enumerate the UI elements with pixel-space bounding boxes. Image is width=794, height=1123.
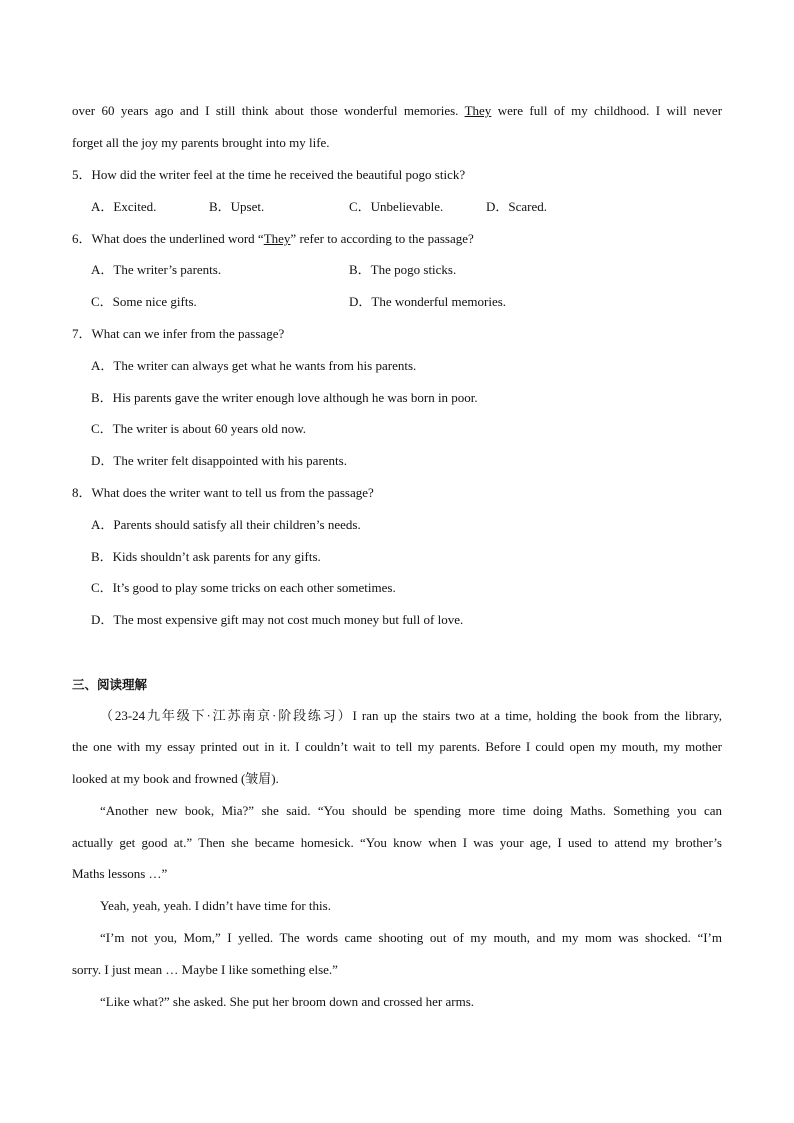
- q7-option-d: D．The writer felt disappointed with his parents.: [91, 453, 347, 468]
- source-tag: （23-24九年级下·江苏南京·阶段练习）: [100, 708, 353, 723]
- q8-option-a: A．Parents should satisfy all their children’s needs.: [91, 517, 361, 532]
- q5-option-c: C．Unbelievable.: [349, 199, 444, 214]
- q5-option-d: D．Scared.: [486, 199, 548, 214]
- passage-line: the one with my essay printed out in it. I couldn’t wait to tell my parents. Before I could open my mouth, my mother: [72, 739, 722, 754]
- passage-text: were full of my childhood. I will never: [497, 103, 723, 118]
- passage-line: “Like what?” she asked. She put her broom down and crossed her arms.: [100, 994, 474, 1009]
- q8-option-d: D．The most expensive gift may not cost much money but full of love.: [91, 612, 464, 627]
- q6-option-a: A．The writer’s parents.: [91, 262, 222, 277]
- question-6-stem: 6．What does the underlined word “They” refer to according to the passage?: [72, 231, 474, 246]
- q7-option-b: B．His parents gave the writer enough love although he was born in poor.: [91, 390, 478, 405]
- passage-line: looked at my book and frowned (皱眉).: [72, 771, 279, 786]
- passage-line: actually get good at.” Then she became homesick. “You know when I was your age, I used to attend my brother’s: [72, 835, 722, 850]
- q6-option-c: C．Some nice gifts.: [91, 294, 197, 309]
- question-5-stem: 5．How did the writer feel at the time he received the beautiful pogo stick?: [72, 167, 466, 182]
- q8-option-b: B．Kids shouldn’t ask parents for any gifts.: [91, 549, 321, 564]
- question-7-stem: 7．What can we infer from the passage?: [72, 326, 285, 341]
- passage-line: “I’m not you, Mom,” I yelled. The words came shooting out of my mouth, and my mom was shocked. “I’m: [100, 930, 722, 945]
- passage-line: （23-24九年级下·江苏南京·阶段练习）I ran up the stairs two at a time, holding the book from the library,: [100, 708, 722, 723]
- q5-option-b: B．Upset.: [209, 199, 265, 214]
- q6-option-d: D．The wonderful memories.: [349, 294, 507, 309]
- passage-text: over 60 years ago and I still think about those wonderful memories.: [72, 103, 459, 118]
- passage-line: “Another new book, Mia?” she said. “You should be spending more time doing Maths. Something you can: [100, 803, 722, 818]
- underlined-word: They: [263, 231, 291, 246]
- passage-line: [72, 103, 722, 119]
- passage-line: Maths lessons …”: [72, 866, 168, 881]
- question-8-stem: 8．What does the writer want to tell us from the passage?: [72, 485, 374, 500]
- q7-option-c: C．The writer is about 60 years old now.: [91, 421, 307, 436]
- q7-option-a: A．The writer can always get what he wants from his parents.: [91, 358, 417, 373]
- passage-line: Yeah, yeah, yeah. I didn’t have time for this.: [100, 898, 331, 913]
- q5-option-a: A．Excited.: [91, 199, 157, 214]
- passage-line: sorry. I just mean … Maybe I like something else.”: [72, 962, 338, 977]
- q6-option-b: B．The pogo sticks.: [349, 262, 457, 277]
- q8-option-c: C．It’s good to play some tricks on each other sometimes.: [91, 580, 396, 595]
- passage-line: forget all the joy my parents brought into my life.: [72, 135, 330, 150]
- underlined-word: They: [464, 103, 492, 118]
- section-title: 三、阅读理解: [72, 677, 148, 692]
